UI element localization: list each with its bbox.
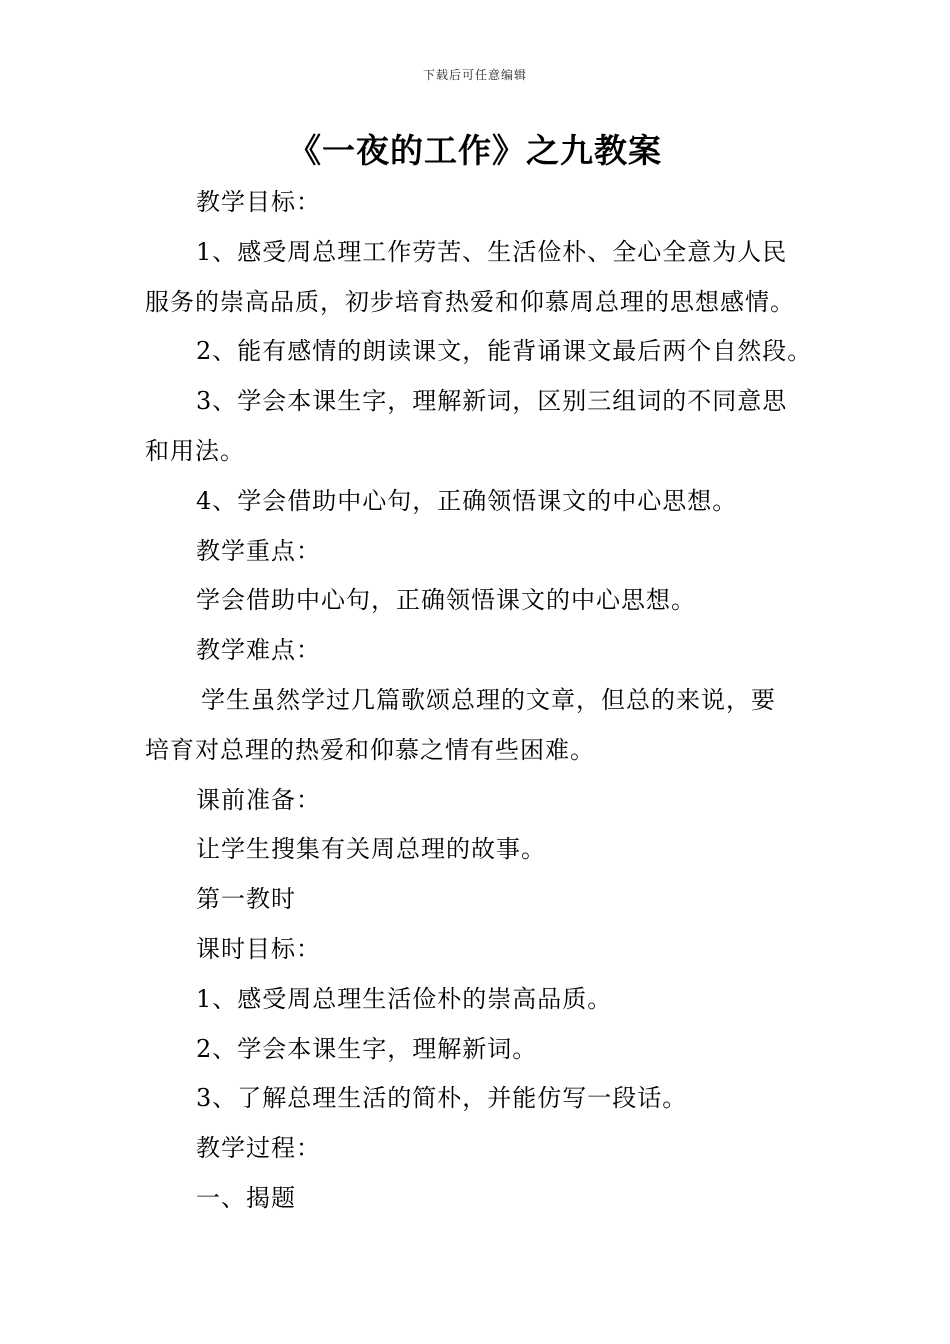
document-body	[145, 178, 813, 1224]
paragraph-line: 4、学会借助中心句，正确领悟课文的中心思想。	[196, 486, 738, 515]
paragraph-line: 和用法。	[145, 436, 245, 465]
section-heading-difficulties: 教学难点：	[196, 636, 321, 665]
section-heading-preparation: 课前准备：	[196, 785, 321, 814]
paragraph-line: 2、学会本课生字，理解新词。	[196, 1034, 538, 1063]
section-heading-objectives: 教学目标：	[196, 188, 321, 216]
document-title: 《一夜的工作》之九教案	[288, 131, 662, 170]
paragraph-line: 2、能有感情的朗读课文，能背诵课文最后两个自然段。	[196, 337, 813, 366]
paragraph-line: 让学生搜集有关周总理的故事。	[196, 835, 546, 864]
paragraph-line: 学生虽然学过几篇歌颂总理的文章，但总的来说，要	[201, 685, 776, 714]
section-heading-first-lesson: 第一教时	[196, 885, 296, 914]
section-heading-step-one: 一、揭题	[196, 1183, 296, 1212]
paragraph-line: 3、了解总理生活的简朴，并能仿写一段话。	[196, 1084, 688, 1113]
paragraph-line: 1、感受周总理工作劳苦、生活俭朴、全心全意为人民	[196, 237, 788, 266]
header-note: 下载后可任意编辑	[422, 68, 527, 82]
paragraph-line: 服务的崇高品质，初步培育热爱和仰慕周总理的思想感情。	[145, 287, 795, 316]
section-heading-key-points: 教学重点：	[196, 536, 321, 565]
paragraph-line: 学会借助中心句，正确领悟课文的中心思想。	[196, 586, 696, 615]
section-heading-lesson-objectives: 课时目标：	[196, 934, 321, 963]
section-heading-process: 教学过程：	[196, 1134, 321, 1163]
paragraph-line: 1、感受周总理生活俭朴的崇高品质。	[196, 984, 613, 1013]
paragraph-line: 培育对总理的热爱和仰慕之情有些困难。	[145, 735, 595, 764]
paragraph-line: 3、学会本课生字，理解新词，区别三组词的不同意思	[196, 387, 788, 416]
